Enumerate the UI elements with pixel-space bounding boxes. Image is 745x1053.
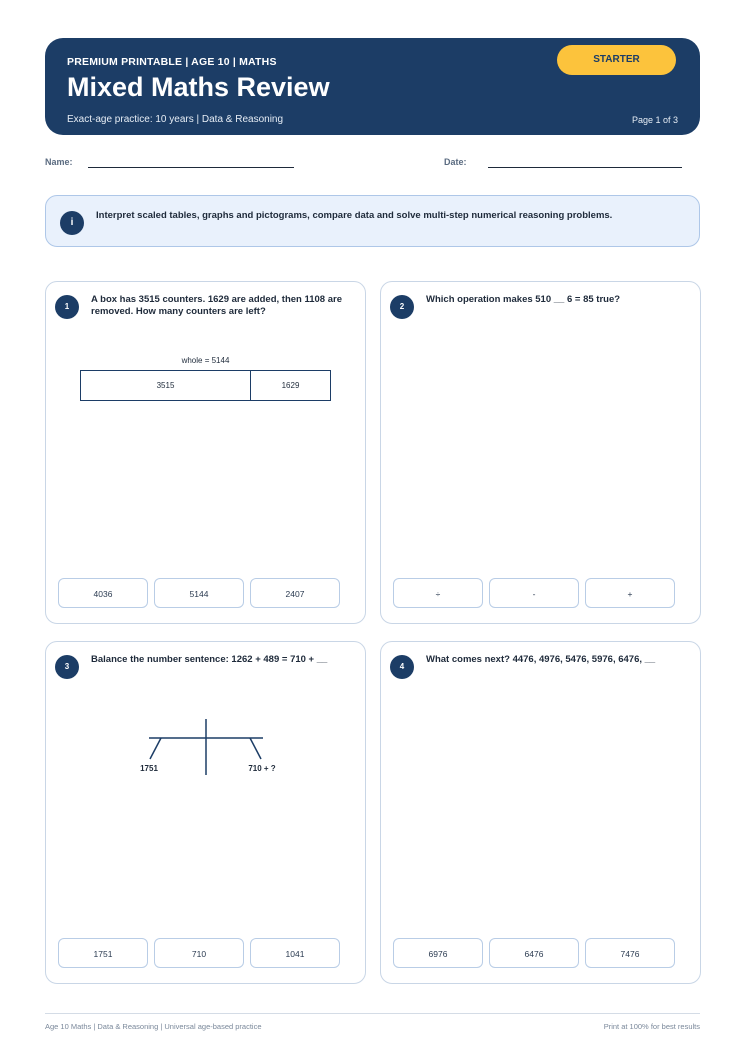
question-text: Balance the number sentence: 1262 + 489 = 710 + __: [91, 654, 328, 665]
name-label: Name:: [45, 157, 73, 167]
question-text: What comes next? 4476, 4976, 5476, 5976, 6476, __: [426, 654, 656, 665]
footer-left-text: Age 10 Maths | Data & Reasoning | Universal age-based practice: [45, 1022, 262, 1031]
bar-model: [80, 370, 331, 401]
answer-option[interactable]: 1751: [58, 938, 148, 968]
answer-option[interactable]: 1041: [250, 938, 340, 968]
answer-option[interactable]: 6976: [393, 938, 483, 968]
answer-options: [393, 938, 675, 968]
date-field[interactable]: [488, 167, 682, 168]
question-number: 2: [390, 295, 414, 319]
question-card-3: [45, 641, 366, 984]
footer-right-text: Print at 100% for best results: [603, 1022, 700, 1031]
header-subtitle: Exact-age practice: 10 years | Data & Reasoning: [67, 114, 284, 125]
bar-model-whole-label: whole = 5144: [181, 356, 230, 365]
footer-divider: [45, 1013, 700, 1014]
question-card-4: [380, 641, 701, 984]
page-number: Page 1 of 3: [631, 115, 678, 125]
instructions-text: Interpret scaled tables, graphs and pictograms, compare data and solve multi-step numerical reasoning problems.: [96, 210, 613, 221]
answer-options: [58, 938, 340, 968]
answer-option[interactable]: +: [585, 578, 675, 608]
balance-right-arm: [250, 738, 261, 759]
header-kicker: PREMIUM PRINTABLE | AGE 10 | MATHS: [67, 56, 277, 68]
name-field[interactable]: [88, 167, 294, 168]
date-label: Date:: [444, 157, 467, 167]
answer-option[interactable]: 7476: [585, 938, 675, 968]
balance-scale-diagram: [46, 642, 367, 842]
answer-option[interactable]: 6476: [489, 938, 579, 968]
question-card-2: [380, 281, 701, 624]
answer-options: [58, 578, 340, 608]
question-card-1: [45, 281, 366, 624]
question-text: Which operation makes 510 __ 6 = 85 true?: [426, 294, 621, 305]
answer-option[interactable]: 710: [154, 938, 244, 968]
bar-model-part-b: 1629: [281, 381, 300, 390]
page-title: Mixed Maths Review: [67, 72, 330, 102]
answer-options: [393, 578, 675, 608]
answer-option[interactable]: 2407: [250, 578, 340, 608]
instructions-banner: [45, 195, 700, 247]
answer-option[interactable]: 5144: [154, 578, 244, 608]
bar-model-part-a: 3515: [81, 371, 251, 400]
balance-left-arm: [150, 738, 161, 759]
worksheet-header: [45, 38, 700, 135]
question-number: 3: [55, 655, 79, 679]
balance-right-label: 710 + ?: [248, 764, 276, 773]
balance-left-label: 1751: [140, 764, 158, 773]
question-number: 4: [390, 655, 414, 679]
answer-option[interactable]: ÷: [393, 578, 483, 608]
question-text: A box has 3515 counters. 1629 are added, then 1108 are removed. How many counters are left?: [91, 294, 342, 317]
answer-option[interactable]: -: [489, 578, 579, 608]
info-icon: i: [60, 211, 84, 235]
answer-option[interactable]: 4036: [58, 578, 148, 608]
level-badge: STARTER: [557, 45, 676, 75]
question-number: 1: [55, 295, 79, 319]
